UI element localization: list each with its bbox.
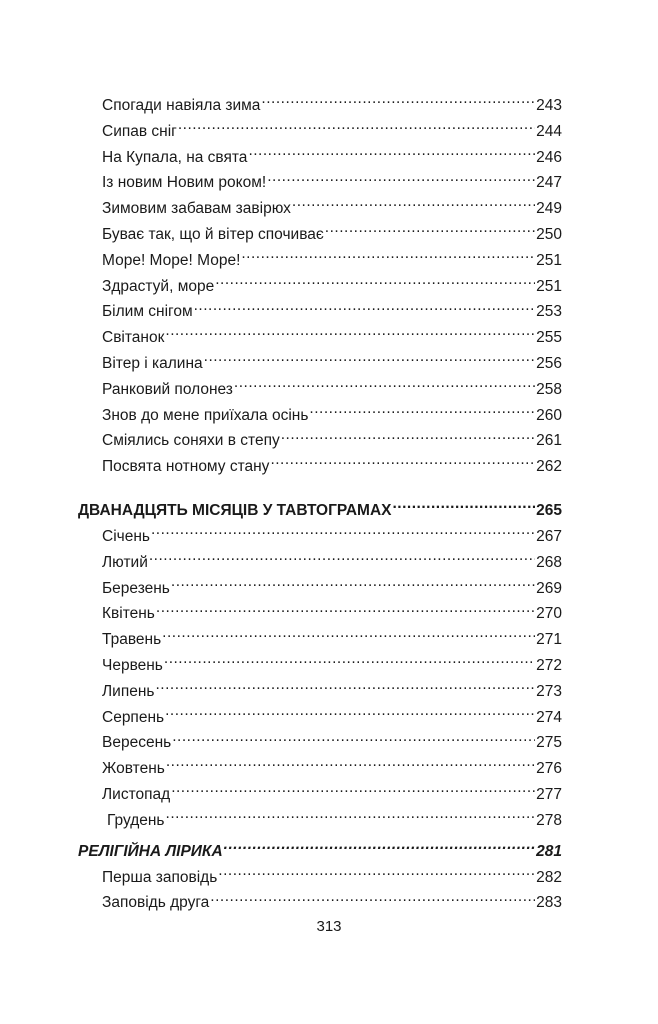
toc-entry-page: 275: [536, 734, 562, 752]
dot-leader: [151, 525, 535, 541]
toc-entry-title: Море! Море! Море!: [102, 251, 241, 269]
toc-entry-title: Травень: [102, 631, 162, 649]
toc-entry[interactable]: [78, 756, 562, 782]
toc-entry[interactable]: [78, 782, 562, 808]
toc-entry-page: 247: [536, 174, 562, 192]
section-page: 281: [536, 842, 562, 860]
toc-entry[interactable]: [78, 550, 562, 576]
toc-entry-page: 253: [536, 303, 562, 321]
toc-entry-title: Липень: [102, 682, 155, 700]
toc-entry[interactable]: [78, 299, 562, 325]
toc-entry-page: 246: [536, 148, 562, 166]
toc-entry-page: 268: [536, 553, 562, 571]
dot-leader: [267, 172, 535, 188]
toc-group-religious: [78, 865, 562, 917]
toc-entry-title: Світанок: [102, 329, 165, 347]
dot-leader: [241, 249, 535, 265]
toc-entry-page: 251: [536, 251, 562, 269]
toc-entry-title: Грудень: [107, 811, 165, 829]
toc-entry-page: 269: [536, 579, 562, 597]
toc-entry[interactable]: [78, 428, 562, 454]
toc-entry-title: Здрастуй, море: [102, 277, 215, 295]
dot-leader: [215, 275, 535, 291]
toc-entry-title: Сипав сніг: [102, 122, 177, 140]
dot-leader: [234, 378, 535, 394]
dot-leader: [210, 892, 535, 908]
toc-entry-page: 249: [536, 200, 562, 218]
toc-entry-title: Зимовим забавам завірюх: [102, 200, 291, 218]
toc-entry-page: 283: [536, 894, 562, 912]
toc-entry-title: Із новим Новим роком!: [102, 174, 267, 192]
dot-leader: [224, 840, 535, 856]
toc-entry-page: 273: [536, 682, 562, 700]
toc-entry[interactable]: [78, 170, 562, 196]
page-number: 313: [316, 918, 342, 935]
toc-entry-title: Спогади навіяла зима: [102, 97, 261, 114]
section-title: РЕЛІГІЙНА ЛІРИКА: [78, 842, 223, 860]
toc-section-heading-religious[interactable]: [78, 838, 562, 865]
toc-entry[interactable]: [78, 93, 562, 119]
dot-leader: [155, 680, 535, 696]
toc-entry-page: 251: [536, 277, 562, 295]
dot-leader: [218, 866, 535, 882]
toc-entry-title: Ранковий полонез: [102, 380, 233, 398]
toc-entry-title: Білим снігом: [102, 303, 193, 321]
dot-leader: [166, 758, 535, 774]
toc-entry-page: 258: [536, 380, 562, 398]
toc-entry-page: 244: [536, 122, 562, 140]
toc-entry-page: 276: [536, 760, 562, 778]
toc-entry[interactable]: [78, 679, 562, 705]
toc-entry[interactable]: [78, 351, 562, 377]
toc-entry[interactable]: [78, 454, 562, 480]
toc-entry-title: Заповідь друга: [102, 894, 210, 912]
toc-entry-title: Знов до мене приїхала осінь: [102, 406, 309, 424]
toc-entry-page: 250: [536, 225, 562, 243]
toc-entry[interactable]: [78, 248, 562, 274]
dot-leader: [162, 629, 535, 645]
toc-entry-page: 282: [536, 868, 562, 886]
toc-entry-title: Перша заповідь: [102, 868, 218, 886]
toc-entry[interactable]: [78, 119, 562, 145]
toc-entry[interactable]: [78, 145, 562, 171]
toc-entry-page: 267: [536, 527, 562, 545]
dot-leader: [261, 95, 535, 111]
toc-entry[interactable]: [78, 627, 562, 653]
toc-entry[interactable]: [78, 325, 562, 351]
toc-entry-title: Посвята нотному стану: [102, 458, 270, 476]
section-title: ДВАНАДЦЯТЬ МІСЯЦІВ У ТАВТОГРАМАХ: [78, 501, 392, 519]
toc-entry[interactable]: [78, 601, 562, 627]
toc-entry-page: 260: [536, 406, 562, 424]
toc-entry-title: Вересень: [102, 734, 172, 752]
toc-entry-page: 271: [536, 631, 562, 649]
toc-entry[interactable]: [78, 377, 562, 403]
toc-entry[interactable]: [78, 865, 562, 891]
table-of-contents: [78, 93, 562, 916]
toc-entry-page: 278: [536, 811, 562, 829]
toc-entry[interactable]: [78, 222, 562, 248]
dot-leader: [149, 551, 535, 567]
toc-entry[interactable]: [78, 524, 562, 550]
toc-entry[interactable]: [78, 705, 562, 731]
toc-entry[interactable]: [78, 274, 562, 300]
dot-leader: [292, 198, 535, 214]
dot-leader: [172, 732, 535, 748]
dot-leader: [270, 456, 535, 472]
toc-group-months: [78, 524, 562, 834]
toc-entry-page: 256: [536, 354, 562, 372]
toc-entry-page: 255: [536, 329, 562, 347]
toc-entry[interactable]: [78, 890, 562, 916]
dot-leader: [248, 146, 535, 162]
toc-entry[interactable]: [78, 730, 562, 756]
toc-entry-title: Червень: [102, 656, 163, 674]
toc-entry-title: Жовтень: [102, 760, 165, 778]
toc-entry-title: Буває так, що й вітер спочиває: [102, 225, 324, 243]
toc-entry-page: 262: [536, 458, 562, 476]
toc-entry-title: Сміялись соняхи в степу: [102, 432, 280, 450]
toc-entry[interactable]: [78, 808, 562, 834]
toc-entry-title: Січень: [102, 527, 150, 545]
dot-leader: [204, 352, 535, 368]
dot-leader: [194, 301, 536, 317]
toc-entry-title: На Купала, на свята: [102, 148, 248, 166]
dot-leader: [166, 809, 536, 825]
toc-section-heading-months[interactable]: [78, 497, 562, 524]
toc-entry-title: Серпень: [102, 708, 165, 726]
toc-entry-page: 261: [536, 432, 562, 450]
dot-leader: [178, 120, 535, 136]
toc-entry-page: 277: [536, 785, 562, 803]
toc-entry-title: Вітер і калина: [102, 354, 203, 372]
toc-entry[interactable]: [78, 196, 562, 222]
dot-leader: [165, 706, 535, 722]
toc-entry-page: 270: [536, 605, 562, 623]
dot-leader: [156, 603, 535, 619]
toc-entry-title: Листопад: [102, 785, 171, 803]
toc-entry[interactable]: [78, 653, 562, 679]
dot-leader: [309, 404, 535, 420]
dot-leader: [171, 577, 535, 593]
toc-entry-title: Березень: [102, 579, 170, 597]
dot-leader: [165, 327, 535, 343]
section-page: 265: [536, 501, 562, 519]
toc-entry-title: Лютий: [102, 553, 148, 571]
dot-leader: [164, 654, 535, 670]
toc-entry-title: Квітень: [102, 605, 155, 623]
toc-entry[interactable]: [78, 576, 562, 602]
toc-entry-page: 243: [536, 97, 562, 114]
toc-group-top: [78, 93, 562, 480]
toc-entry-page: 272: [536, 656, 562, 674]
dot-leader: [281, 430, 535, 446]
toc-entry-page: 274: [536, 708, 562, 726]
dot-leader: [171, 783, 535, 799]
toc-entry[interactable]: [78, 403, 562, 429]
dot-leader: [393, 499, 536, 515]
dot-leader: [325, 223, 535, 239]
